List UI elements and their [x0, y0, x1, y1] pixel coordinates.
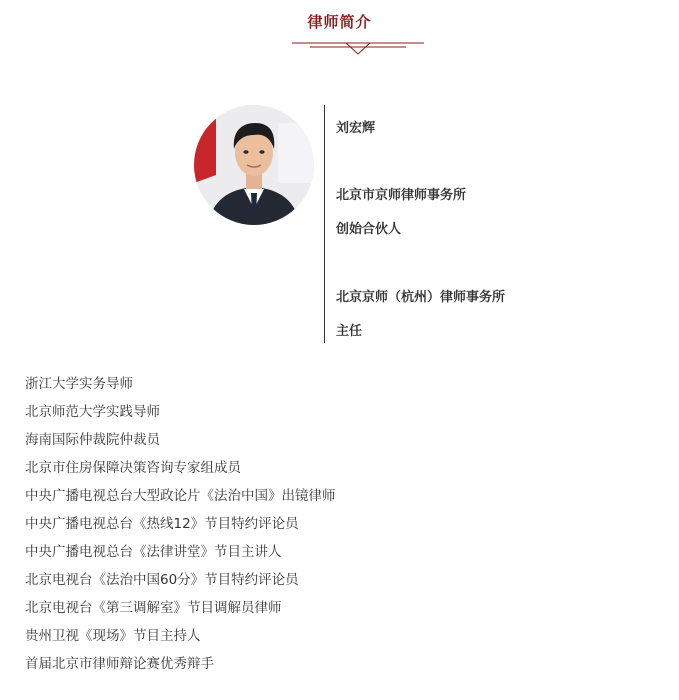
firm-name-1: 北京市京师律师事务所	[336, 188, 467, 203]
list-item: 浙江大学实务导师	[25, 376, 133, 392]
list-item: 首届北京市律师辩论赛优秀辩手	[25, 656, 214, 672]
list-item: 中央广播电视总台《热线12》节目特约评论员	[25, 516, 299, 532]
list-item: 北京电视台《第三调解室》节目调解员律师	[25, 600, 282, 616]
section-title: 律师简介	[307, 13, 372, 31]
list-item: 北京市住房保障决策咨询专家组成员	[25, 460, 241, 476]
lawyer-portrait-icon	[194, 105, 314, 225]
chevron-divider-icon	[292, 38, 424, 58]
list-item: 中央广播电视总台大型政论片《法治中国》出镜律师	[25, 488, 336, 504]
firm-name-2: 北京京师（杭州）律师事务所	[336, 290, 506, 305]
vertical-divider	[324, 105, 325, 343]
credentials-list	[25, 373, 336, 681]
list-item: 北京师范大学实践导师	[25, 404, 160, 420]
lawyer-name: 刘宏辉	[336, 121, 376, 136]
list-item: 海南国际仲裁院仲裁员	[25, 432, 160, 448]
position-1: 创始合伙人	[336, 222, 402, 237]
list-item: 中央广播电视总台《法律讲堂》节目主讲人	[25, 544, 282, 560]
list-item: 北京电视台《法治中国60分》节目特约评论员	[25, 572, 299, 588]
position-2: 主任	[336, 324, 363, 339]
list-item: 贵州卫视《现场》节目主持人	[25, 628, 201, 644]
